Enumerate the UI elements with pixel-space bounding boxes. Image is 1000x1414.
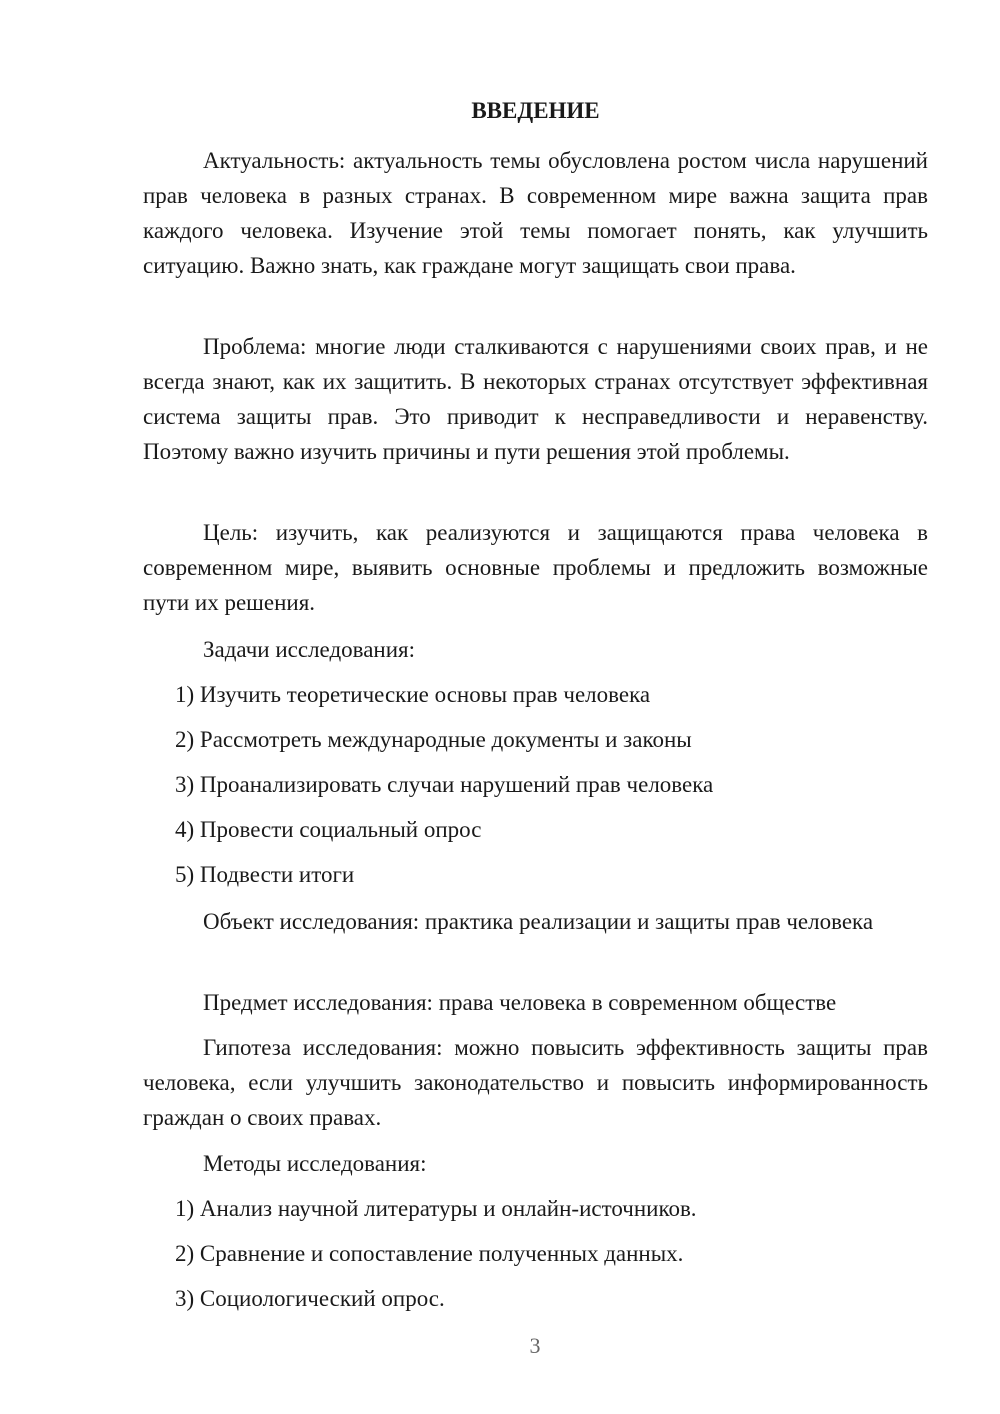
paragraph-object: Объект исследования: практика реализации и защиты прав человека bbox=[203, 909, 874, 934]
paragraph-subject: Предмет исследования: права человека в современном обществе bbox=[203, 990, 837, 1015]
tasks-heading: Задачи исследования: bbox=[203, 637, 416, 662]
list-item-task-4: 4) Провести социальный опрос bbox=[175, 817, 482, 842]
paragraph-goal: Цель: изучить, как реализуются и защищаются права человека в современном мире, выявить основные проблемы и предложить возможные пути их решения. bbox=[143, 520, 928, 615]
list-item-task-5: 5) Подвести итоги bbox=[175, 862, 355, 887]
list-item-task-1: 1) Изучить теоретические основы прав человека bbox=[175, 682, 651, 707]
list-item-task-3: 3) Проанализировать случаи нарушений прав человека bbox=[175, 772, 714, 797]
list-item-task-2: 2) Рассмотреть международные документы и законы bbox=[175, 727, 692, 752]
list-item-method-3: 3) Социологический опрос. bbox=[175, 1286, 445, 1311]
paragraph-hypothesis: Гипотеза исследования: можно повысить эффективность защиты прав человека, если улучшить законодательство и повысить информированность граждан о своих правах. bbox=[143, 1035, 928, 1130]
page-number: 3 bbox=[529, 1333, 541, 1358]
page-title: ВВЕДЕНИЕ bbox=[471, 98, 600, 123]
paragraph-relevance: Актуальность: актуальность темы обусловлена ростом числа нарушений прав человека в разных странах. В современном мире важна защита прав каждого человека. Изучение этой темы помогает понять, как улучшить ситуацию. Важно знать, как граждане могут защищать свои права. bbox=[143, 148, 928, 278]
paragraph-problem: Проблема: многие люди сталкиваются с нарушениями своих прав, и не всегда знают, как их защитить. В некоторых странах отсутствует эффективная система защиты прав. Это приводит к несправедливости и неравенству. Поэтому важно изучить причины и пути решения этой проблемы. bbox=[143, 334, 928, 464]
methods-heading: Методы исследования: bbox=[203, 1151, 427, 1176]
list-item-method-2: 2) Сравнение и сопоставление полученных данных. bbox=[175, 1241, 684, 1266]
list-item-method-1: 1) Анализ научной литературы и онлайн-источников. bbox=[175, 1196, 697, 1221]
